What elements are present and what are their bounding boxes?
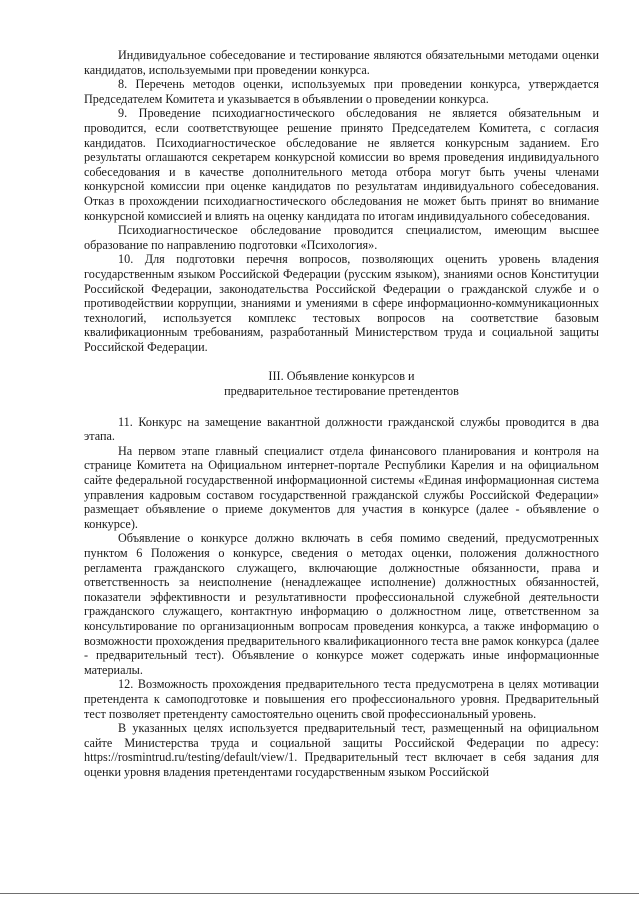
section-heading [84,369,599,398]
paragraph-item-12: 12. Возможность прохождения предварительного теста предусмотрена в целях мотивации претендента к самоподготовке и повышения его профессионального уровня. Предварительный тест позволяет претенденту самостоятельно оценить свой профессиональный уровень. [84,677,599,721]
paragraph-first-stage: На первом этапе главный специалист отдела финансового планирования и контроля на странице Комитета на Официальном интернет-портале Республики Карелия и на официальном сайте федеральной государственной информационной системы «Единая информационная система управления кадровым составом государственной гражданской службы Российской Федерации» размещает объявление о приеме документов для участия в конкурсе (далее - объявление о конкурсе). [84,443,599,531]
paragraph-item-11: 11. Конкурс на замещение вакантной должности гражданской службы проводится в два этапа. [84,414,599,444]
paragraph-item-10: 10. Для подготовки перечня вопросов, позволяющих оценить уровень владения государственным языком Российской Федерации (русским языком), знаниями основ Конституции Российской Федерации, законодательства Российской Федерации о гражданской службе и о противодействии коррупции, знаниями и умениями в сфере информационно-коммуникационных технологий, используется комплекс тестовых вопросов на соответствие базовым квалификационным требованиям, разработанный Министерством труда и социальной защиты Российской Федерации. [84,252,599,354]
section-heading-line-2: предварительное тестирование претендентов [224,384,459,399]
page-bottom-divider [0,893,639,894]
document-page [84,48,599,780]
section-heading-line-1: III. Объявление конкурсов и [268,369,415,384]
paragraph-preliminary-test: В указанных целях используется предварительный тест, размещенный на официальном сайте Министерства труда и социальной защиты Российской Федерации по адресу: https://rosmintrud.ru/testing/default/view/1. Предварительный тест включает в себя задания для оценки уровня владения претендентами государственным языком Российской [84,721,599,779]
paragraph-psychodiagnostic-specialist: Психодиагностическое обследование проводится специалистом, имеющим высшее образование по направлению подготовки «Психология». [84,223,599,252]
paragraph-announcement-contents: Объявление о конкурсе должно включать в себя помимо сведений, предусмотренных пунктом 6 Положения о конкурсе, сведения о методах оценки, положения должностного регламента гражданского служащего, включающие должностные обязанности, права и ответственность за неисполнение (ненадлежащее исполнение) должностных обязанностей, показатели эффективности и результативности профессиональной служебной деятельности гражданского служащего, контактную информацию о должностном лице, ответственном за консультирование по организационным вопросам проведения конкурса, а также информацию о возможности прохождения предварительного квалификационного теста вне рамок конкурса (далее - предварительный тест). Объявление о конкурсе может содержать иные информационные материалы. [84,531,599,677]
paragraph-item-8: 8. Перечень методов оценки, используемых при проведении конкурса, утверждается Председателем Комитета и указывается в объявлении о проведении конкурса. [84,77,599,106]
paragraph-interview-testing: Индивидуальное собеседование и тестирование являются обязательными методами оценки кандидатов, используемыми при проведении конкурса. [84,48,599,77]
paragraph-item-9: 9. Проведение психодиагностического обследования не является обязательным и проводится, если соответствующее решение принято Председателем Комитета, с согласия кандидатов. Психодиагностическое обследование не является конкурсным заданием. Его результаты оглашаются секретарем конкурсной комиссии во время проведения индивидуального собеседования и в качестве дополнительного метода отбора могут быть учены членами конкурсной комиссии при оценке кандидатов по результатам индивидуального собеседования. Отказ в прохождении психодиагностического обследования не может быть принят во внимание конкурсной комиссией и влиять на оценку кандидата по итогам индивидуального собеседования. [84,106,599,223]
